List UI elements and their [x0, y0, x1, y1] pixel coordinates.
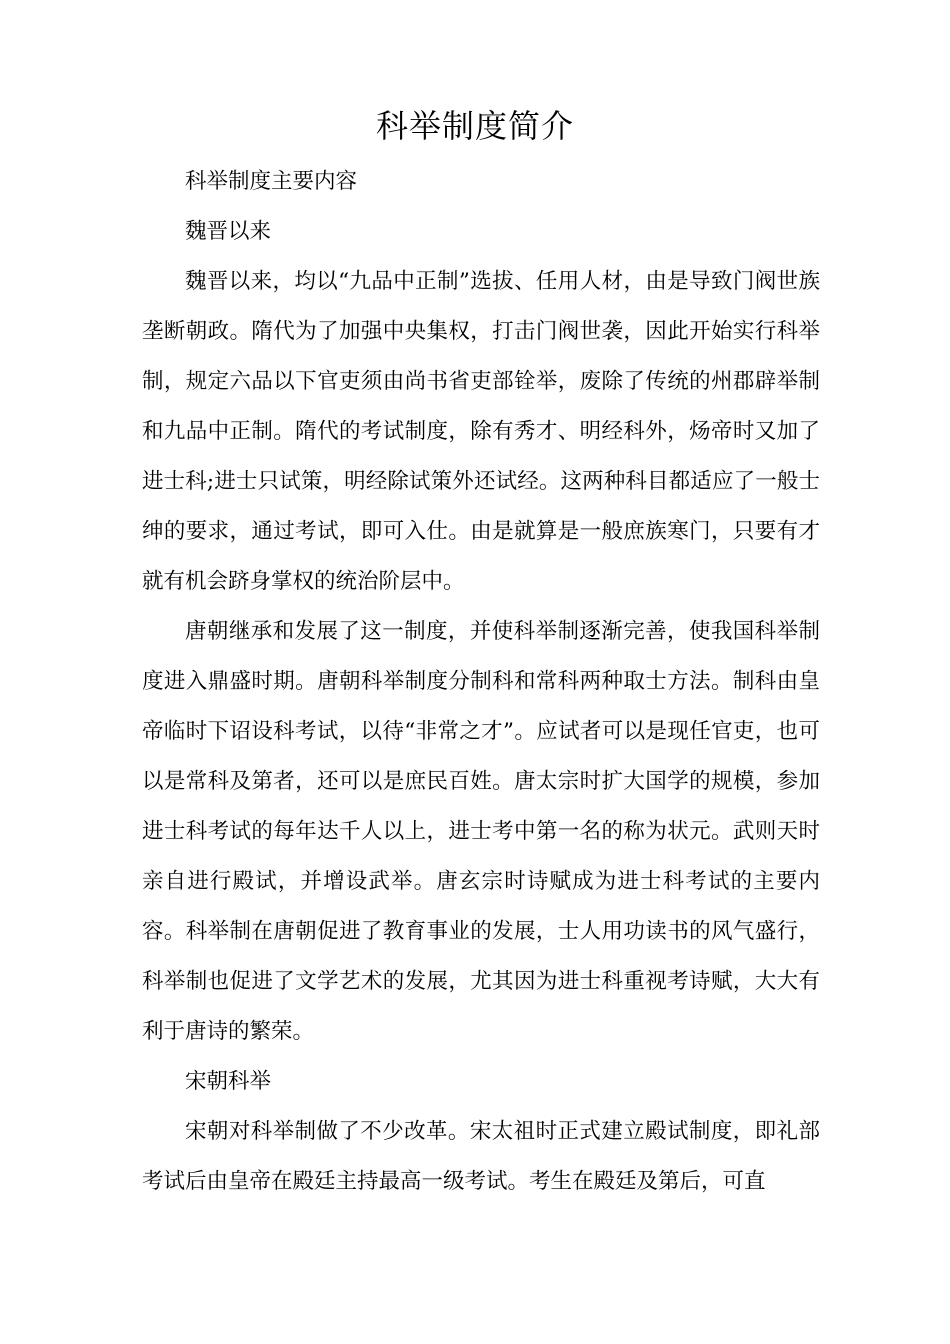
- section-heading: 科举制度主要内容: [185, 169, 358, 194]
- paragraph-song: 宋朝对科举制做了不少改革。宋太祖时正式建立殿试制度，即礼部考试后由皇帝在殿廷主持最高一级考试。考生在殿廷及第后，可直: [142, 1119, 820, 1194]
- document-body: [142, 157, 820, 1207]
- document-title: 科举制度简介: [375, 107, 574, 145]
- subheading-wei-jin: 魏晋以来: [185, 219, 272, 244]
- subheading-song: 宋朝科举: [185, 1069, 272, 1094]
- paragraph-tang: 唐朝继承和发展了这一制度，并使科举制逐渐完善，使我国科举制度进入鼎盛时期。唐朝科举制度分制科和常科两种取士方法。制科由皇帝临时下诏设科考试，以待“非常之才”。应试者可以是现任官吏，也可以是常科及第者，还可以是庶民百姓。唐太宗时扩大国学的规模，参加进士科考试的每年达千人以上，进士考中第一名的称为状元。武则天时亲自进行殿试，并增设武举。唐玄宗时诗赋成为进士科考试的主要内容。科举制在唐朝促进了教育事业的发展，士人用功读书的风气盛行，科举制也促进了文学艺术的发展，尤其因为进士科重视考诗赋，大大有利于唐诗的繁荣。: [142, 619, 820, 1044]
- paragraph-wei-jin: 魏晋以来，均以“九品中正制”选拔、任用人材，由是导致门阀世族垄断朝政。隋代为了加强中央集权，打击门阀世袭，因此开始实行科举制，规定六品以下官吏须由尚书省吏部铨举，废除了传统的州郡辟举制和九品中正制。隋代的考试制度，除有秀才、明经科外，炀帝时又加了进士科;进士只试策，明经除试策外还试经。这两种科目都适应了一般士绅的要求，通过考试，即可入仕。由是就算是一般庶族寒门，只要有才就有机会跻身掌权的统治阶层中。: [142, 269, 820, 594]
